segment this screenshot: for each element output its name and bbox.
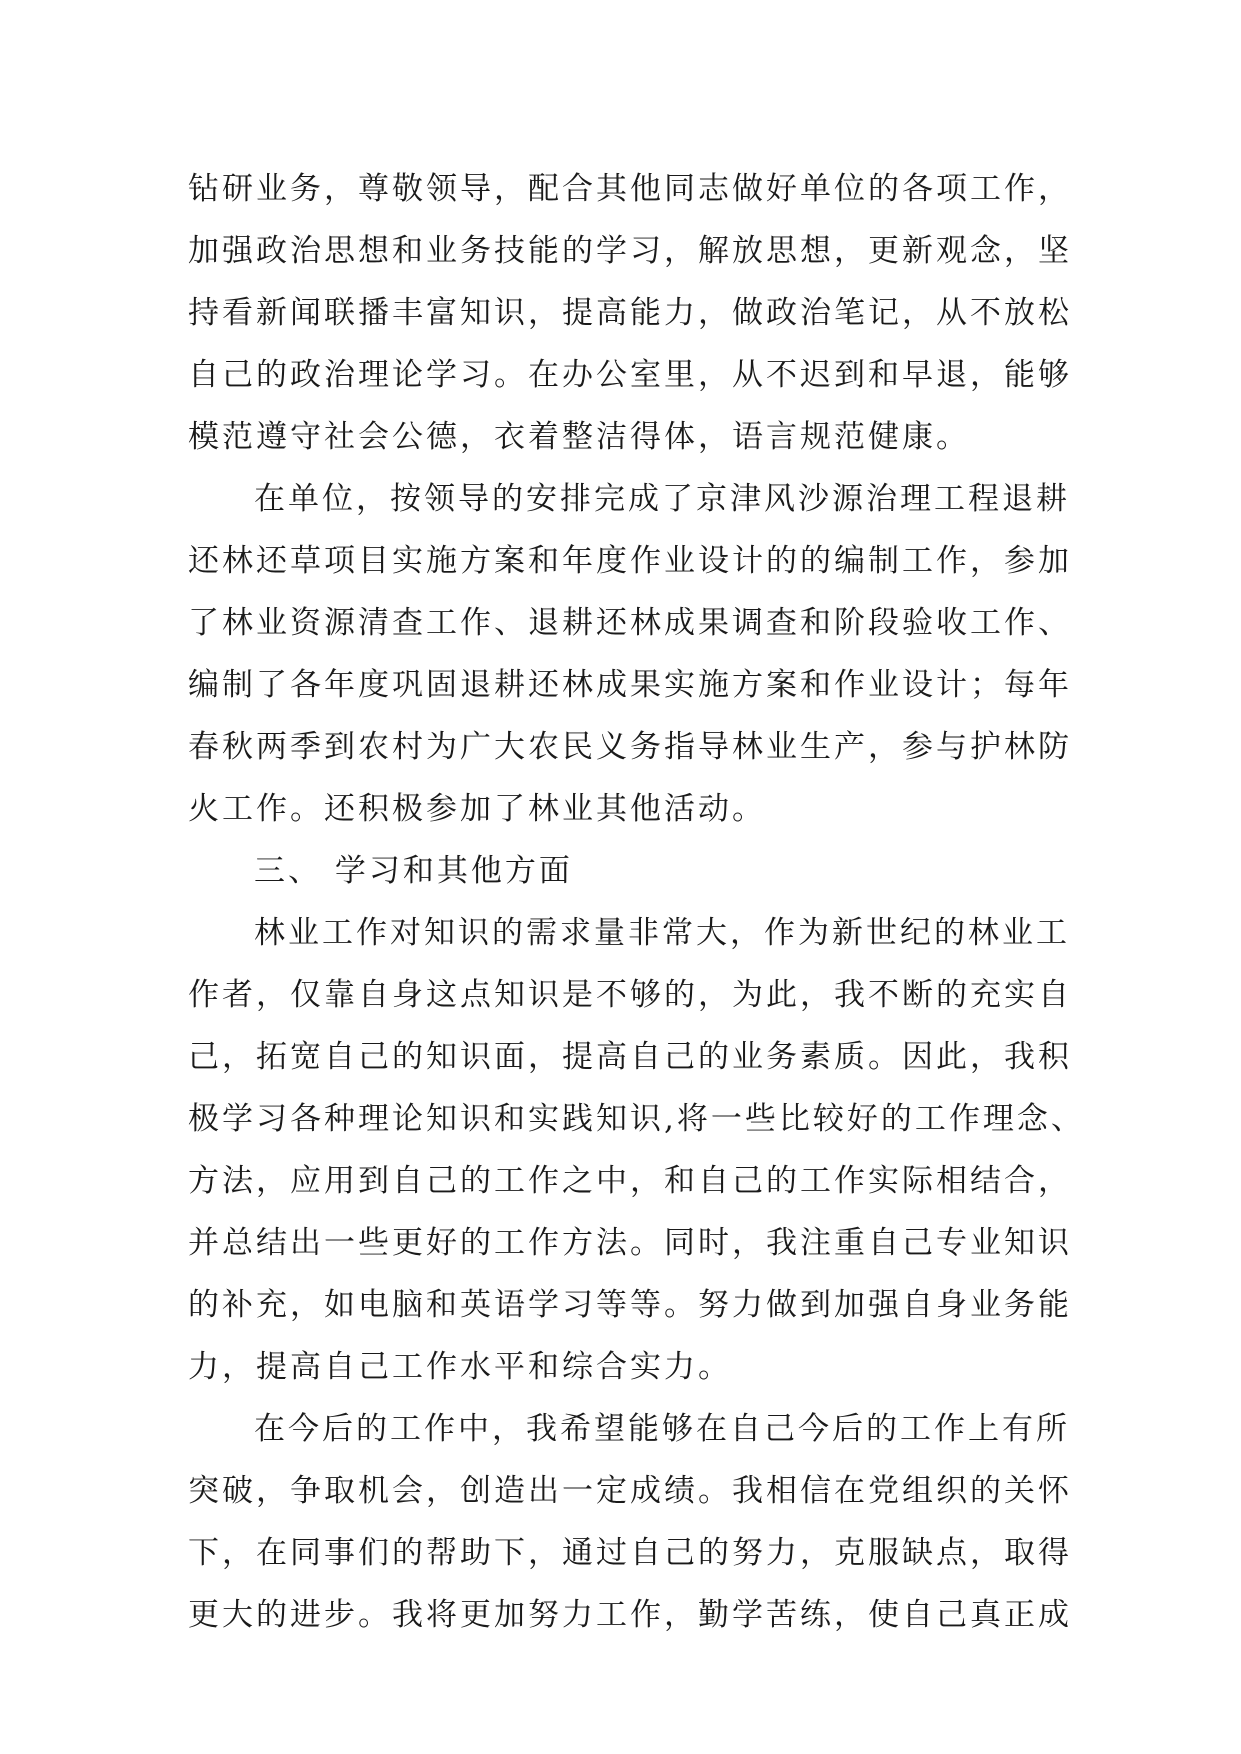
text-line: 己，拓宽自己的知识面，提高自己的业务素质。因此，我积 — [188, 1039, 1072, 1075]
text-line: 火工作。还积极参加了林业其他活动。 — [188, 791, 766, 827]
section-heading: 三、 学习和其他方面 — [254, 853, 573, 889]
text-line: 还林还草项目实施方案和年度作业设计的的编制工作，参加 — [188, 543, 1072, 579]
text-line: 更大的进步。我将更加努力工作，勤学苦练，使自己真正成 — [188, 1597, 1072, 1633]
text-line: 突破，争取机会，创造出一定成绩。我相信在党组织的关怀 — [188, 1473, 1072, 1509]
paragraph-first-line: 林业工作对知识的需求量非常大，作为新世纪的林业工 — [254, 915, 1070, 951]
text-line: 了林业资源清查工作、退耕还林成果调查和阶段验收工作、 — [188, 605, 1072, 641]
text-line: 编制了各年度巩固退耕还林成果实施方案和作业设计；每年 — [188, 667, 1072, 703]
text-line: 模范遵守社会公德，衣着整洁得体，语言规范健康。 — [188, 419, 970, 455]
text-line: 作者，仅靠自身这点知识是不够的，为此，我不断的充实自 — [188, 977, 1072, 1013]
paragraph-first-line: 在今后的工作中，我希望能够在自己今后的工作上有所 — [254, 1411, 1070, 1447]
text-line: 的补充，如电脑和英语学习等等。努力做到加强自身业务能 — [188, 1287, 1072, 1323]
text-line: 钻研业务，尊敬领导，配合其他同志做好单位的各项工作， — [188, 171, 1072, 207]
text-line: 力，提高自己工作水平和综合实力。 — [188, 1349, 732, 1385]
text-line: 极学习各种理论知识和实践知识,将一些比较好的工作理念、 — [188, 1101, 1085, 1137]
document-body — [188, 158, 1085, 1646]
text-line: 持看新闻联播丰富知识，提高能力，做政治笔记，从不放松 — [188, 295, 1072, 331]
text-line: 方法，应用到自己的工作之中，和自己的工作实际相结合， — [188, 1163, 1072, 1199]
text-line: 自己的政治理论学习。在办公室里，从不迟到和早退，能够 — [188, 357, 1072, 393]
text-line: 春秋两季到农村为广大农民义务指导林业生产，参与护林防 — [188, 729, 1072, 765]
text-line: 下，在同事们的帮助下，通过自己的努力，克服缺点，取得 — [188, 1535, 1072, 1571]
paragraph-first-line: 在单位，按领导的安排完成了京津风沙源治理工程退耕 — [254, 481, 1070, 517]
text-line: 并总结出一些更好的工作方法。同时，我注重自己专业知识 — [188, 1225, 1072, 1261]
text-line: 加强政治思想和业务技能的学习，解放思想，更新观念，坚 — [188, 233, 1072, 269]
